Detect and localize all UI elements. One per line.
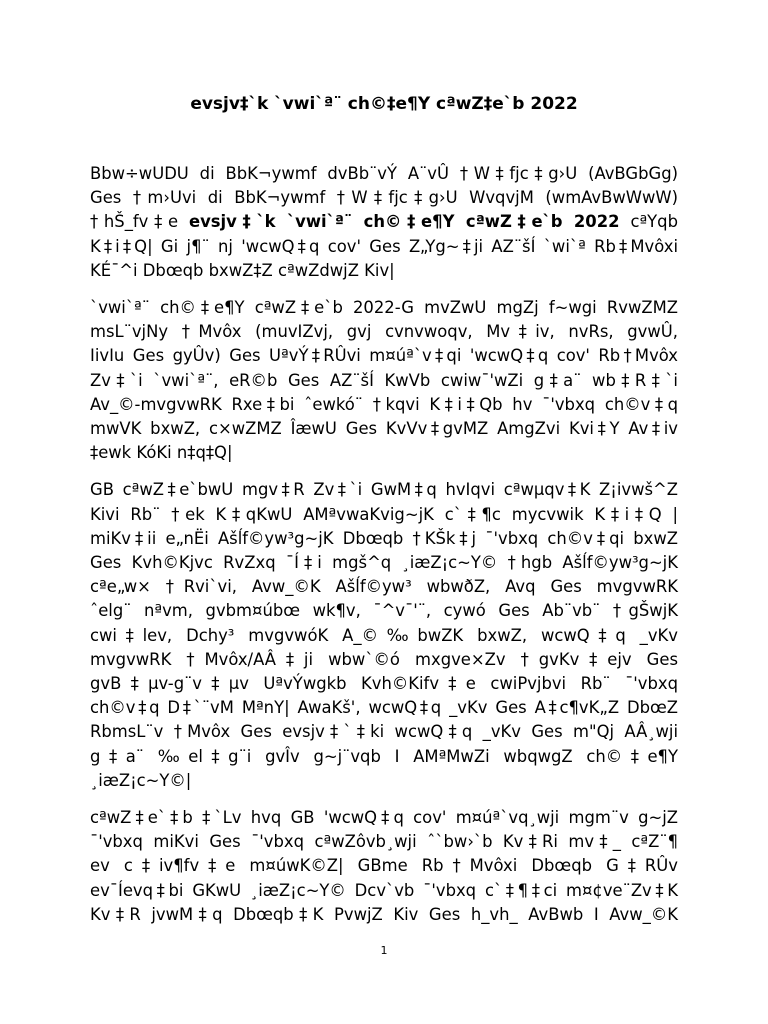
- text-fragment: cªYqb: [630, 212, 678, 232]
- text-line: `vwi`ª¨ ch©‡e¶Y cªwZ‡e`b 2022-G mvZwU mgZj f~wgi RvwZMZ: [90, 298, 678, 318]
- paragraph-2: [90, 296, 678, 465]
- text-line: Zv‡`i `vwi`ª¨, eR©b Ges AZ¨šÍ KwVb cwiw¯'wZi g‡a¨ wb‡R‡`i: [90, 370, 678, 390]
- text-line: RbmsL¨v †Mvôx Ges evsjv‡`‡ki wcwQ‡q _vKv Ges m"Qj AÂ¸wji: [90, 722, 678, 742]
- text-line: msL¨vjNy †Mvôx (muvIZvj, gvj cvnvwoqv, Mv‡iv, nvRs, gvwÛ,: [90, 322, 678, 342]
- bold-report-title: evsjv‡`k `vwi`ª¨ ch©‡e¶Y cªwZ‡e`b 2022: [188, 212, 620, 232]
- text-line: ¸iæZ¡c~Y©|: [90, 770, 192, 790]
- text-line: ev c‡iv¶fv‡e m¤úwK©Z| GBme Rb†Mvôxi Dbœqb G‡RÛv: [90, 856, 678, 876]
- text-line: ‡ewk KóKi n‡q‡Q|: [90, 443, 233, 463]
- text-line: Bbw÷wUDU di BbK¬ywmf dvBb¨vÝ A¨vÛ †W‡fjc‡g›U (AvBGbGg): [90, 164, 678, 183]
- text-line: IivIu Ges gyÛv) Ges UªvÝ‡RÛvi m¤úª`v‡qi 'wcwQ‡q cov' Rb†Mvôx: [90, 346, 678, 366]
- text-line: Av_©-mvgvwRK Rxe‡bi ˆewkó¨ †kqvi K‡i‡Qb hv ¯'vbxq ch©v‡q: [90, 394, 678, 414]
- page-number: 1: [380, 944, 388, 957]
- document-title: evsjv‡`k `vwi`ª¨ ch©‡e¶Y cªwZ‡e`b 2022: [190, 94, 578, 114]
- text-line: ¯'vbxq miKvi Ges ¯'vbxq cªwZôvb¸wji ˆ`bw›`b Kv‡Ri mv‡_ cªZ¨¶: [90, 832, 678, 852]
- text-line: cªe„w× †Rvi`vi, Avw_©K Ašĺf©yw³ wbwðZ, Avq Ges mvgvwRK: [90, 577, 678, 597]
- text-line: cwi‡lev, Dchy³ mvgvwóK A_©‰bwZK bxwZ, wcwQ‡q _vKv: [90, 625, 678, 645]
- text-line: ev¯Íevq‡bi GKwU ¸iæZ¡c~Y© Dcv`vb ¯'vbxq c`‡¶‡ci m¤¢ve¨Zv‡K: [90, 880, 678, 900]
- paragraph-1: [90, 162, 678, 283]
- text-line: mvgvwRK †Mvôx/AÂ‡ji wbw`©ó mxgve×Zv †gvKv‡ejv Ges: [90, 649, 678, 669]
- text-line: K‡i‡Q| Gi j¶¨ nj 'wcwQ‡q cov' Ges Z„Yg~‡ji AZ¨šÍ `wi`ª Rb‡Mvôxi: [90, 236, 678, 256]
- document-body: [90, 162, 678, 940]
- text-line: ch©v‡q D‡`¨vM MªnY| AwaKš', wcwQ‡q _vKv Ges A‡c¶vK„Z DbœZ: [90, 698, 678, 718]
- text-line: Kv‡R jvwM‡q Dbœqb‡K PvwjZ Kiv Ges h_vh_ AvBwb I Avw_©K: [90, 904, 678, 924]
- text-line: GB cªwZ‡e`bwU mgv‡R Zv‡`i GwM‡q hvIqvi cªwµqv‡K Z¡ivwš^Z: [90, 480, 678, 500]
- text-line: miKv‡ii e„nËi Ašĺf©yw³g~jK Dbœqb †KŠk‡j ¯'vbxq ch©v‡qi bxwZ: [90, 528, 678, 548]
- text-line: Ges Kvh©Kjvc RvZxq ¯Í‡i mgš^q ¸iæZ¡c~Y© †hgb Ašĺf©yw³g~jK: [90, 553, 678, 573]
- text-line: Ges †m›Uvi di BbK¬ywmf †W‡fjc‡g›U WvqvjM (wmAvBwWwW): [90, 188, 678, 208]
- text-line: cªwZ‡e`‡b ‡`Lv hvq GB 'wcwQ‡q cov' m¤úª`vq¸wji mgm¨v g~jZ: [90, 808, 678, 828]
- text-line: Kivi Rb¨ †ek K‡qKwU AMªvwaKvig~jK c`‡¶c mycvwik K‡i‡Q |: [90, 504, 678, 524]
- text-line: mwVK bxwZ, c×wZMZ ÎæwU Ges KvVv‡gvMZ AmgZvi Kvi‡Y Av‡iv: [90, 419, 678, 439]
- text-line: gvB‡µv-g¨v‡µv UªvÝwgkb Kvh©Kifv‡e cwiPvjbvi Rb¨ ¯'vbxq: [90, 674, 678, 694]
- text-line: KÉ¯^i Dbœqb bxwZ‡Z cªwZdwjZ Kiv|: [90, 260, 395, 280]
- text-fragment: †hŠ_fv‡e: [90, 212, 179, 232]
- text-line-with-bold-title: [90, 210, 678, 234]
- paragraph-3: [90, 478, 678, 793]
- paragraph-4: [90, 806, 678, 927]
- text-line: ˆelg¨ nªvm, gvbm¤úbœ wk¶v, ¯^v¯'¨, cywó Ges Ab¨vb¨ †gŠwjK: [90, 601, 678, 621]
- text-line: g‡a¨ ‰el‡g¨i gvÎv g~j¨vqb I AMªMwZi wbqwgZ ch©‡e¶Y: [90, 746, 678, 766]
